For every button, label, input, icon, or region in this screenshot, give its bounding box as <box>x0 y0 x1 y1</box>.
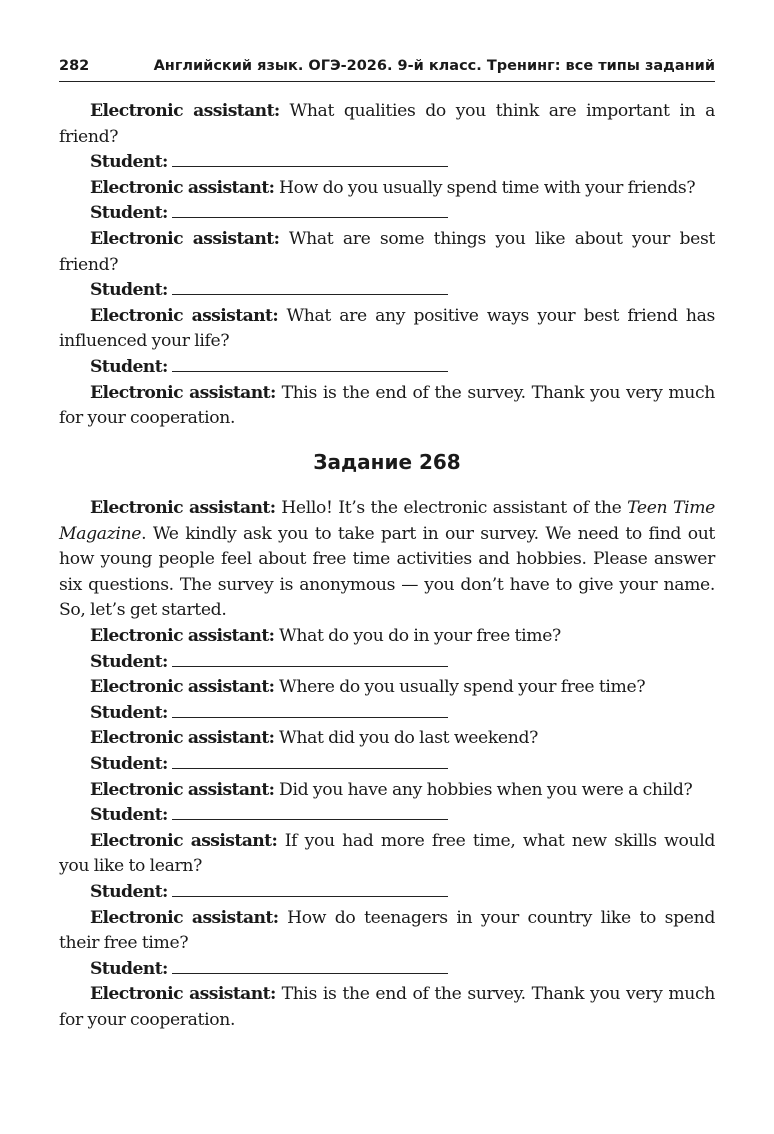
answer-blank <box>172 804 448 820</box>
student-label: Student: <box>90 958 168 979</box>
intro-text-continued: . We kindly ask you to take part in our survey. We need to find out how young people feel about free time activities and hobbies. Please answer six questions. The survey is anonymous — you don’t have to give your name. So, let’s get started. <box>59 523 715 621</box>
question-text: Where do you usually spend your free time? <box>279 677 646 698</box>
assistant-label: Electronic assistant: <box>90 177 275 198</box>
answer-blank <box>172 651 448 667</box>
student-line <box>59 650 715 676</box>
student-line <box>59 803 715 829</box>
student-label: Student: <box>90 753 168 774</box>
question-text: What did you do last weekend? <box>279 728 538 749</box>
student-label: Student: <box>90 702 168 723</box>
assistant-line <box>59 381 715 432</box>
student-label: Student: <box>90 356 168 377</box>
student-line <box>59 957 715 983</box>
assistant-label: Electronic assistant: <box>90 101 280 121</box>
answer-blank <box>172 279 448 295</box>
question-text: If you had more free time, what new skills would you like to learn? <box>59 830 715 877</box>
closing-text: This is the end of the survey. Thank you very much for your cooperation. <box>59 984 715 1030</box>
student-line <box>59 355 715 381</box>
answer-blank <box>172 151 448 167</box>
student-label: Student: <box>90 203 168 224</box>
question-text: What qualities do you think are important in a friend? <box>59 101 715 147</box>
student-label: Student: <box>90 881 168 902</box>
question-text: What are any positive ways your best friend has influenced your life? <box>59 305 716 352</box>
running-title: Английский язык. ОГЭ-2026. 9-й класс. Тренинг: все типы заданий <box>153 58 715 74</box>
assistant-line <box>59 227 715 278</box>
assistant-label: Electronic assistant: <box>90 907 279 928</box>
assistant-label: Electronic assistant: <box>90 228 280 249</box>
assistant-line <box>59 624 715 650</box>
assistant-label: Electronic assistant: <box>90 728 275 749</box>
intro-text: Hello! It’s the electronic assistant of the <box>281 498 622 518</box>
answer-blank <box>172 356 448 372</box>
student-line <box>59 150 715 176</box>
assistant-line <box>59 982 715 1033</box>
assistant-line <box>59 829 715 880</box>
student-line <box>59 278 715 304</box>
question-text: Did you have any hobbies when you were a child? <box>279 779 693 800</box>
magazine-name: Teen Time Magazine <box>59 498 715 544</box>
closing-text: This is the end of the survey. Thank you very much for your cooperation. <box>59 382 715 429</box>
question-text: How do teenagers in your country like to spend their free time? <box>59 907 715 954</box>
student-label: Student: <box>90 152 168 173</box>
student-label: Student: <box>90 805 168 826</box>
assistant-label: Electronic assistant: <box>90 498 276 518</box>
assistant-label: Electronic assistant: <box>90 830 278 851</box>
assistant-label: Electronic assistant: <box>90 305 279 326</box>
assistant-line <box>59 675 715 701</box>
question-text: What do you do in your free time? <box>279 625 561 646</box>
previous-task-dialogue <box>59 99 715 432</box>
assistant-line <box>59 176 715 202</box>
assistant-line <box>59 99 715 150</box>
student-line <box>59 701 715 727</box>
task-heading: Задание 268 <box>313 450 461 474</box>
assistant-line <box>59 304 715 355</box>
answer-blank <box>172 958 448 974</box>
assistant-label: Electronic assistant: <box>90 984 276 1005</box>
assistant-label: Electronic assistant: <box>90 382 276 403</box>
page-number: 282 <box>59 58 90 74</box>
answer-blank <box>172 702 448 718</box>
page-header <box>59 55 715 82</box>
task-268-dialogue <box>59 496 715 1033</box>
answer-blank <box>172 881 448 897</box>
student-line <box>59 201 715 227</box>
assistant-intro <box>59 496 715 624</box>
assistant-line <box>59 906 715 957</box>
student-line <box>59 880 715 906</box>
assistant-line <box>59 778 715 804</box>
assistant-label: Electronic assistant: <box>90 625 275 646</box>
assistant-line <box>59 726 715 752</box>
question-text: What are some things you like about your best friend? <box>59 228 715 275</box>
question-text: How do you usually spend time with your friends? <box>279 177 696 198</box>
student-label: Student: <box>90 280 168 301</box>
student-line <box>59 752 715 778</box>
student-label: Student: <box>90 651 168 672</box>
answer-blank <box>172 202 448 218</box>
assistant-label: Electronic assistant: <box>90 677 275 698</box>
answer-blank <box>172 753 448 769</box>
assistant-label: Electronic assistant: <box>90 779 275 800</box>
